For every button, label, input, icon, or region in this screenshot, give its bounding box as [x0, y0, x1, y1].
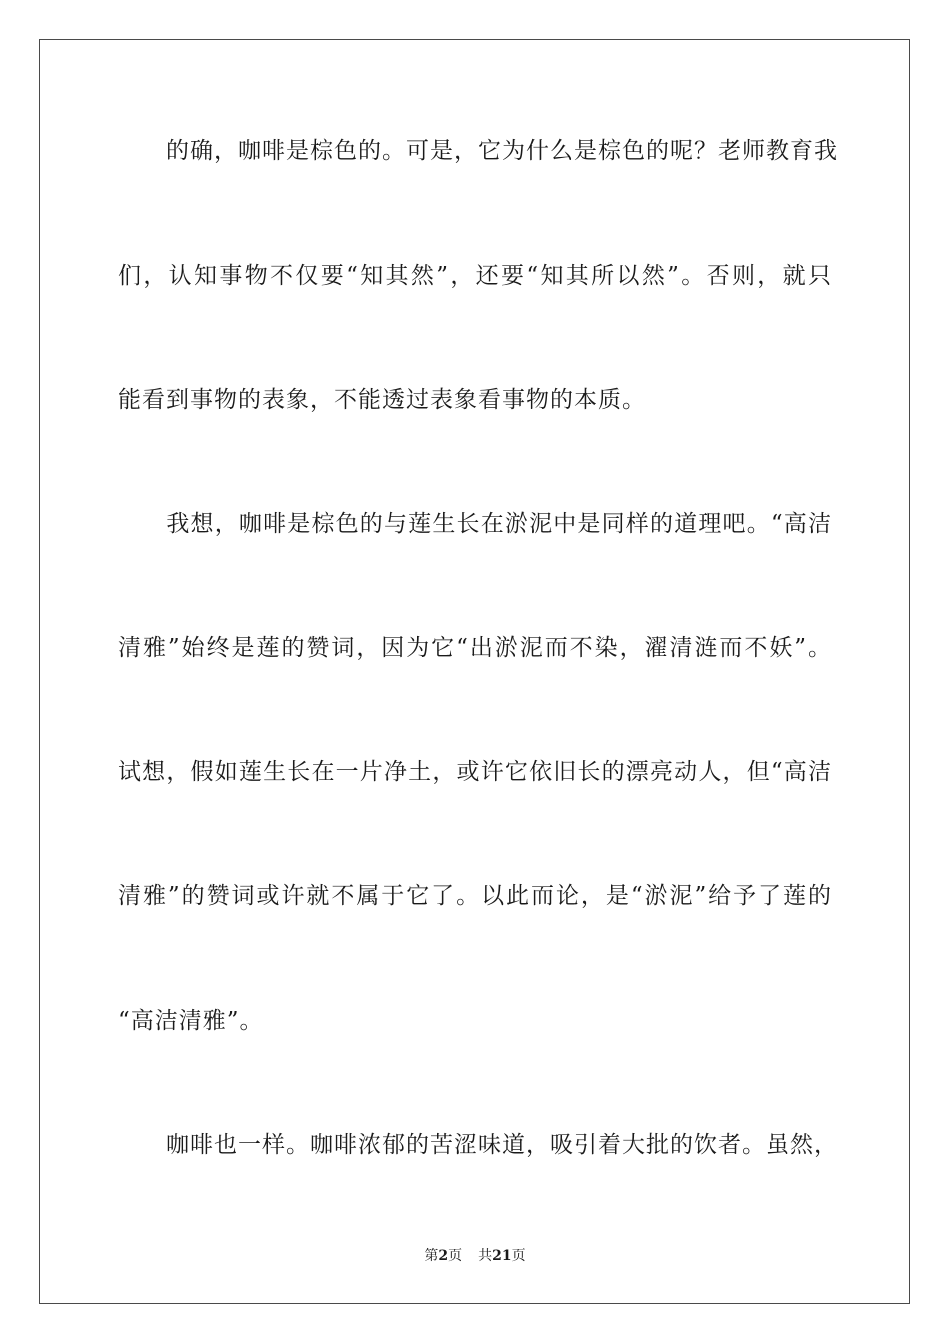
page-frame — [39, 39, 910, 1304]
footer-page-number: 2 — [438, 1248, 449, 1264]
paragraph-line-2: 们，认知事物不仅要“知其然”，还要“知其所以然”。否则，就只 — [118, 263, 832, 289]
paragraph-line-5: 清雅”始终是莲的赞词，因为它“出淤泥而不染，濯清涟而不妖”。 — [118, 635, 832, 661]
paragraph-line-3: 能看到事物的表象，不能透过表象看事物的本质。 — [118, 387, 646, 413]
paragraph-line-7: 清雅”的赞词或许就不属于它了。以此而论，是“淤泥”给予了莲的 — [118, 883, 832, 909]
footer-total-suffix: 页 — [511, 1248, 526, 1264]
paragraph-line-1: 的确，咖啡是棕色的。可是，它为什么是棕色的呢？老师教育我 — [118, 138, 838, 164]
page-footer — [0, 1246, 950, 1266]
footer-total-prefix: 共 — [478, 1248, 493, 1264]
paragraph-line-8: “高洁清雅”。 — [118, 1008, 264, 1034]
footer-page-prefix: 第 — [424, 1248, 439, 1264]
paragraph-line-4: 我想，咖啡是棕色的与莲生长在淤泥中是同样的道理吧。“高洁 — [118, 511, 832, 537]
footer-total-pages: 21 — [492, 1248, 512, 1264]
footer-page-suffix: 页 — [448, 1248, 463, 1264]
paragraph-line-6: 试想，假如莲生长在一片净土，或许它依旧长的漂亮动人，但“高洁 — [118, 759, 832, 785]
paragraph-line-9: 咖啡也一样。咖啡浓郁的苦涩味道，吸引着大批的饮者。虽然， — [118, 1132, 838, 1158]
